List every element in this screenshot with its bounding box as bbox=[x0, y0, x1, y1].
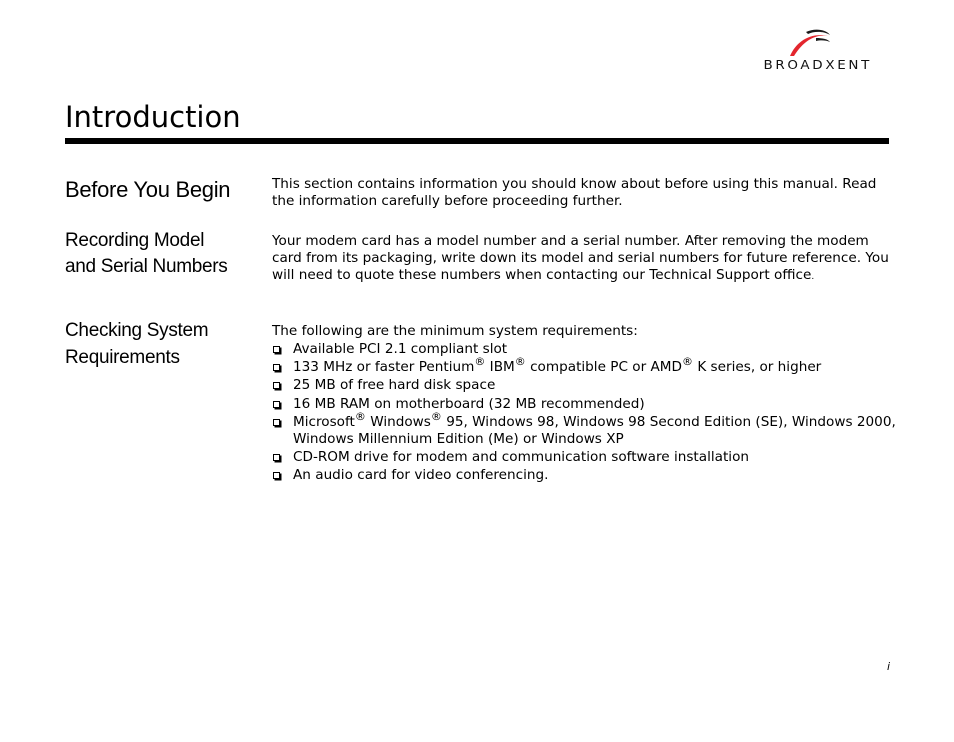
req-ram: 16 MB RAM on motherboard (32 MB recommended) bbox=[293, 395, 645, 412]
checkbox-bullet-icon bbox=[273, 454, 280, 461]
heading-recording-model bbox=[65, 228, 260, 280]
req-cpu-d: K series, or higher bbox=[693, 359, 822, 376]
checkbox-bullet-icon bbox=[273, 401, 280, 408]
list-item bbox=[272, 467, 897, 484]
recording-text-main: Your modem card has a model number and a serial number. After removing the modem card from its packaging, write down its model and serial numbers for future reference. You will need to quote these numbers when contacting our Technical Support office bbox=[272, 233, 889, 283]
heading-system-requirements bbox=[65, 317, 260, 371]
checkbox-bullet-icon bbox=[273, 472, 280, 479]
title-divider bbox=[65, 138, 889, 144]
broadxent-logo bbox=[736, 26, 882, 76]
list-item bbox=[272, 341, 897, 358]
recording-model-text bbox=[272, 233, 897, 286]
req-disk: 25 MB of free hard disk space bbox=[293, 377, 496, 394]
req-os-b: Windows bbox=[365, 413, 431, 430]
req-os-a: Microsoft bbox=[293, 413, 355, 430]
req-cpu-c: compatible PC or AMD bbox=[525, 359, 682, 376]
registered-mark: ® bbox=[430, 409, 442, 423]
heading-requirements-line2: Requirements bbox=[65, 347, 180, 368]
list-item bbox=[272, 355, 897, 376]
checkbox-bullet-icon bbox=[273, 419, 280, 426]
checkbox-bullet-icon bbox=[273, 364, 280, 371]
registered-mark: ® bbox=[474, 355, 486, 369]
req-audio: An audio card for video conferencing. bbox=[293, 467, 549, 484]
swoosh-logo-icon bbox=[786, 26, 832, 58]
list-item bbox=[272, 409, 897, 448]
page-title: Introduction bbox=[65, 100, 241, 134]
req-os-c: 95, Windows 98, Windows 98 Second Edition (SE), Windows 2000, Windows Millennium Edition (Me) or Windows XP bbox=[293, 413, 896, 447]
req-cpu-a: 133 MHz or faster Pentium bbox=[293, 359, 475, 376]
req-cpu-b: IBM bbox=[485, 359, 515, 376]
recording-text-period: . bbox=[811, 272, 815, 282]
heading-recording-line1: Recording Model bbox=[65, 230, 205, 251]
before-you-begin-text: This section contains information you should know about before using this manual. Read the information carefully before proceeding further. bbox=[272, 176, 877, 209]
registered-mark: ® bbox=[514, 355, 526, 369]
req-cdrom: CD-ROM drive for modem and communication software installation bbox=[293, 448, 750, 465]
logo-wordmark: BROADXENT bbox=[763, 58, 873, 72]
req-pci: Available PCI 2.1 compliant slot bbox=[293, 341, 508, 357]
heading-requirements-line1: Checking System bbox=[65, 320, 209, 341]
list-item bbox=[272, 449, 897, 466]
registered-mark: ® bbox=[682, 355, 693, 369]
registered-mark: ® bbox=[354, 409, 366, 423]
list-item bbox=[272, 377, 897, 394]
heading-before-you-begin: Before You Begin bbox=[65, 177, 231, 202]
requirements-list bbox=[272, 341, 897, 485]
heading-recording-line2: and Serial Numbers bbox=[65, 256, 228, 277]
page-number: i bbox=[886, 660, 890, 673]
requirements-intro: The following are the minimum system requirements: bbox=[272, 323, 638, 339]
checkbox-bullet-icon bbox=[273, 382, 280, 389]
checkbox-bullet-icon bbox=[273, 346, 280, 353]
